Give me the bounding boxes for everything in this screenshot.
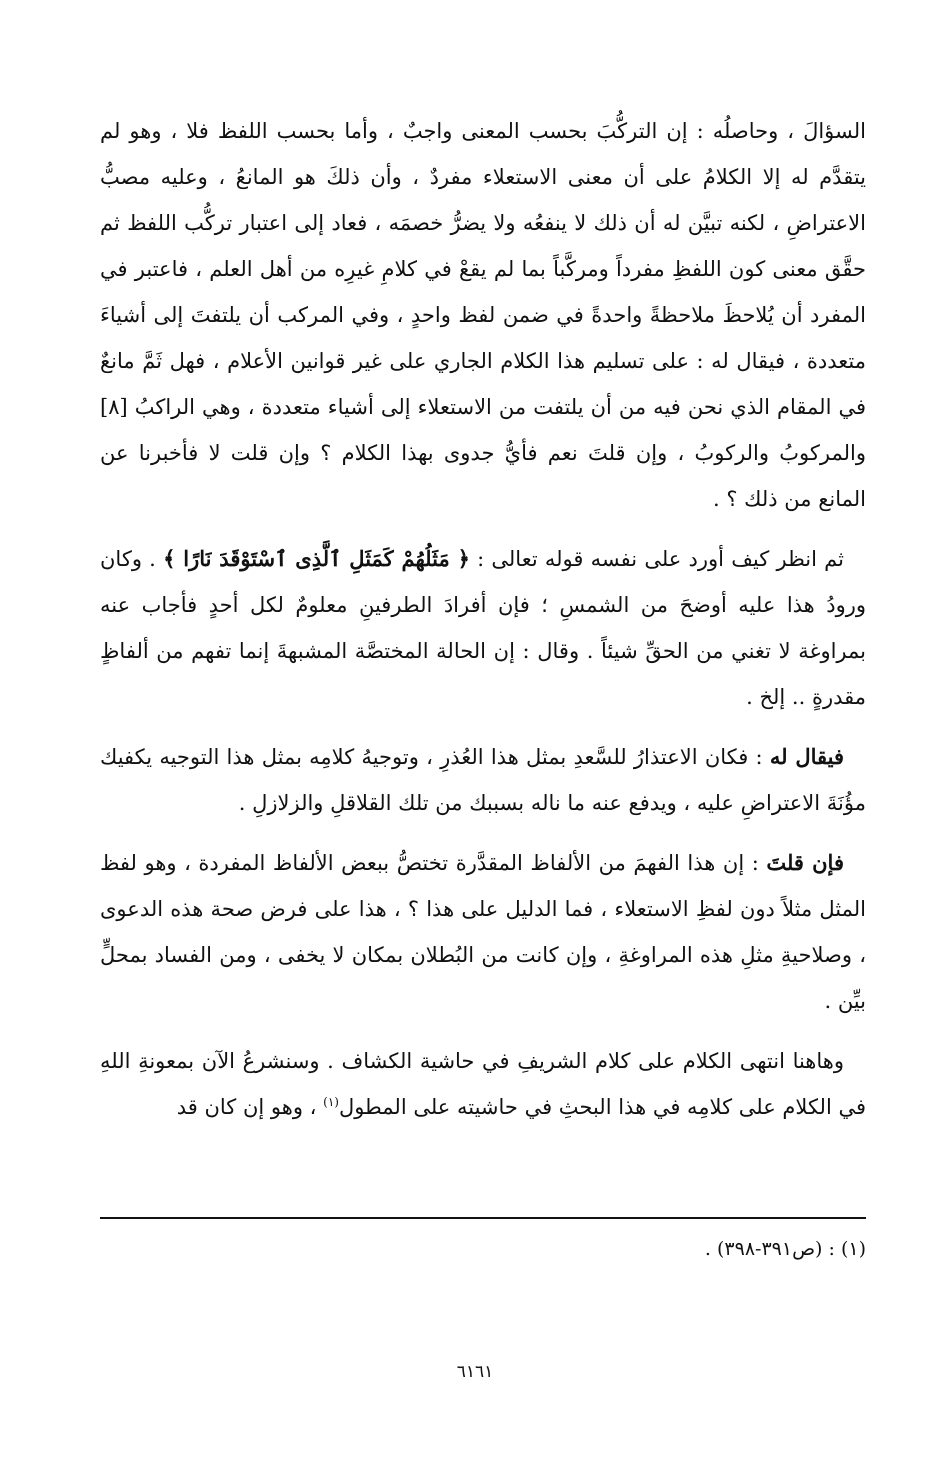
paragraph-1-text: السؤالَ ، وحاصلُه : إن التركُّبَ بحسب المعنى واجبٌ ، وأما بحسب اللفظ فلا ، وهو لم يتقدَّم له إلا الكلامُ على أن معنى الاستعلاء مفردٌ ، وأن ذلكَ هو المانعُ ، وعليه مصبُّ الاعتراضِ ، لكنه تبيَّن له أن ذلك لا ينفعُه ولا يضرُّ خصمَه ، فعاد إلى اعتبار تركُّب اللفظ ثم حقَّق معنى كون اللفظِ مفرداً ومركَّباً بما لم يقعْ في كلامِ غيرِه من أهل العلم ، فاعتبر في المفرد أن يُلاحظَ ملاحظةً واحدةً في ضمن لفظ واحدٍ ، وفي المركب أن يلتفتَ إلى أشياءَ متعددة ، فيقال له : على تسليم هذا الكلام الجاري على غير قوانين الأعلام ، فهل ثَمَّ مانعٌ في المقام الذي نحن فيه من أن يلتفت من الاستعلاء إلى أشياء متعددة ، وهي الراكبُ: [100, 119, 866, 419]
label-in-qulta: فإن قلتَ: [766, 850, 844, 875]
paragraph-1: [100, 108, 866, 522]
page-marker: [٨]: [100, 395, 128, 419]
paragraph-5: [100, 1038, 866, 1130]
paragraph-4: [100, 840, 866, 1024]
page-number: ٦١٦١: [456, 1362, 494, 1382]
quran-verse: ﴿ مَثَلُهُمْ كَمَثَلِ ٱلَّذِى ٱسْتَوْقَدَ نَارًا ﴾: [163, 546, 470, 571]
paragraph-5-tail: ، وهو إن كان قد: [176, 1095, 317, 1119]
page-body: [100, 108, 866, 1144]
paragraph-5-text: وهاهنا انتهى الكلام على كلام الشريفِ في حاشية الكشاف . وسنشرعُ الآن بمعونةِ اللهِ في الكلام على كلامِه في هذا البحثِ في حاشيته على المطول: [100, 1049, 866, 1119]
paragraph-4-text: : إن هذا الفهمَ من الألفاظ المقدَّرة تختصُّ ببعض الألفاظ المفردة ، وهو لفظ المثل مثلاً دون لفظِ الاستعلاء ، فما الدليل على هذا ؟ ، هذا على فرض صحة هذه الدعوى ، وصلاحيةِ مثلِ هذه المراوغةِ ، وإن كانت من البُطلان بمكان لا يخفى ، ومن الفساد بمحلٍّ بيِّن .: [100, 851, 866, 1013]
paragraph-3-text: : فكان الاعتذارُ للسَّعدِ بمثل هذا العُذرِ ، وتوجيهُ كلامِه بمثل هذا التوجيه يكفيك مؤُنَةَ الاعتراضِ عليه ، ويدفع عنه ما ناله بسببك من تلك القلاقلِ والزلازلِ .: [100, 745, 866, 815]
paragraph-3: [100, 734, 866, 826]
footnote-divider: [100, 1217, 866, 1219]
footnote-reference[interactable]: (١): [323, 1095, 339, 1109]
paragraph-2: [100, 536, 866, 720]
paragraph-1-continuation: والمركوبُ والركوبُ ، وإن قلتَ نعم فأيُّ جدوى بهذا الكلام ؟ وإن قلت لا فأخبرنا عن المانع من ذلك ؟ .: [100, 441, 866, 511]
label-yuqal-lahu: فيقال له: [769, 744, 845, 769]
footnote: (١) : (ص٣٩١-٣٩٨) .: [704, 1238, 866, 1260]
paragraph-2-intro: ثم انظر كيف أورد على نفسه قوله تعالى :: [477, 547, 845, 571]
paragraph-2-text: . وكان ورودُ هذا عليه أوضحَ من الشمسِ ؛ فإن أفرادَ الطرفينِ معلومٌ لكل أحدٍ فأجاب عنه بمراوغة لا تغني من الحقِّ شيئاً . وقال : إن الحالة المختصَّة المشبهةَ إنما تفهم من ألفاظٍ مقدرةٍ .. إلخ .: [100, 547, 866, 709]
